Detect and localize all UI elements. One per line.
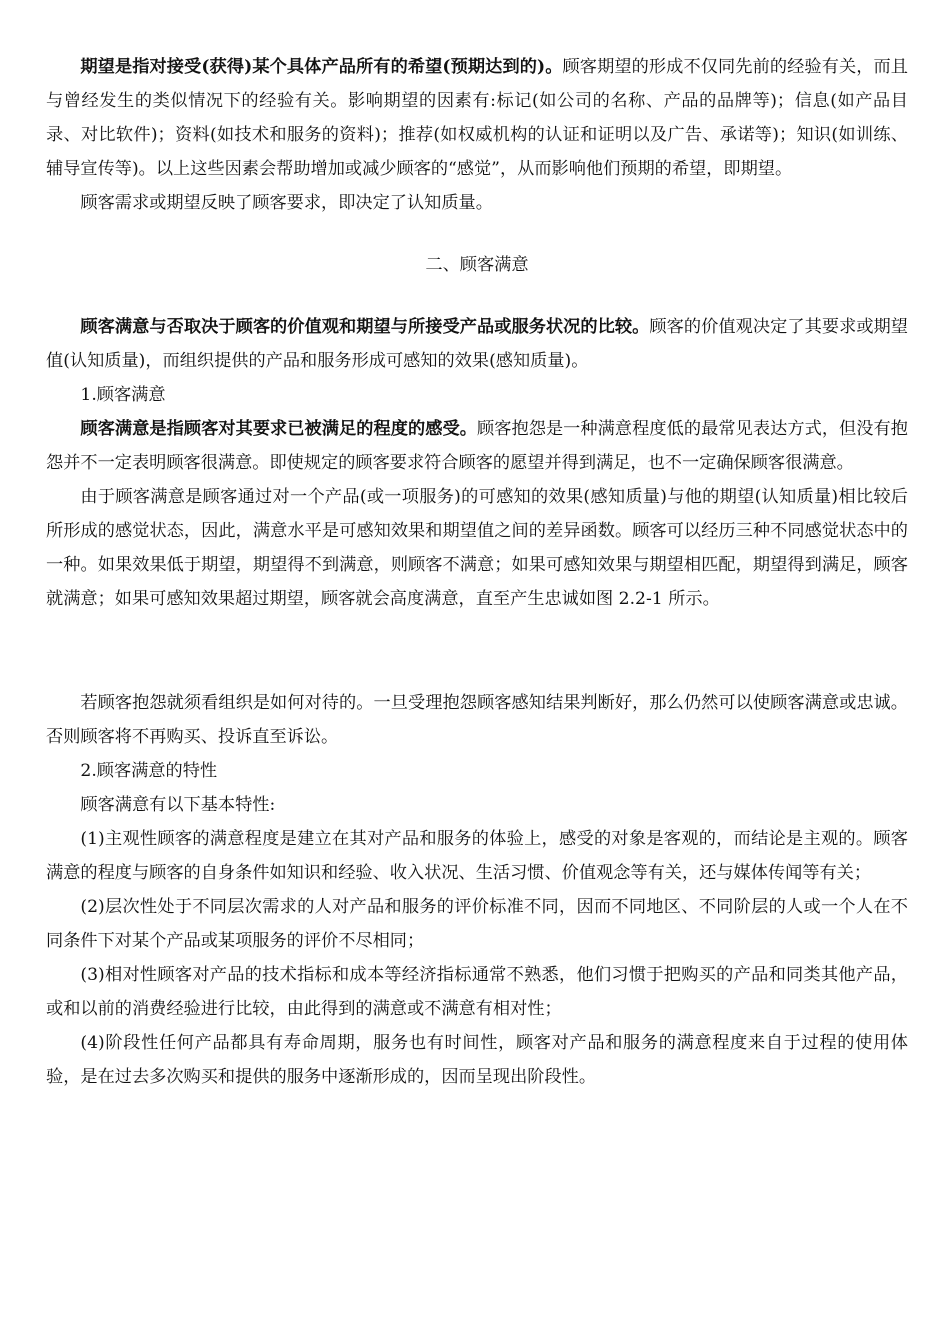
paragraph-complaint-handling: 若顾客抱怨就须看组织是如何对待的。一旦受理抱怨顾客感知结果判断好，那么仍然可以使顾客满意或忠诚。否则顾客将不再购买、投诉直至诉讼。 — [46, 693, 908, 747]
bold-lead-sentence: 顾客满意是指顾客对其要求已被满足的程度的感受。 — [80, 419, 477, 439]
paragraph-text: 顾客抱怨是一种满意程度低的最常见表达方式，但没有抱怨并不一定表明顾客很满意。即使规定的顾客要求符合顾客的愿望并得到满足，也不一定确保顾客很满意。 — [46, 419, 908, 473]
paragraph-satisfaction-states: 由于顾客满意是顾客通过对一个产品(或一项服务)的可感知的效果(感知质量)与他的期望(认知质量)相比较后所形成的感觉状态，因此，满意水平是可感知效果和期望值之间的差异函数。顾客可以经历三种不同感觉状态中的一种。如果效果低于期望，期望得不到满意，则顾客不满意；如果可感知效果与期望相匹配，期望得到满足，顾客就满意；如果可感知效果超过期望，顾客就会高度满意，直至产生忠诚如图 2.2-1 所示。 — [46, 487, 908, 609]
bold-lead-sentence: 顾客满意与否取决于顾客的价值观和期望与所接受产品或服务状况的比较。 — [80, 317, 650, 337]
document-page — [46, 50, 908, 1094]
list-item-relativity: (3)相对性顾客对产品的技术指标和成本等经济指标通常不熟悉，他们习惯于把购买的产品和同类其他产品，或和以前的消费经验进行比较，由此得到的满意或不满意有相对性； — [46, 965, 908, 1019]
paragraph-satisfaction-definition — [46, 412, 908, 480]
paragraph-expectation-definition — [46, 50, 908, 186]
paragraph-text: 顾客的价值观决定了其要求或期望值(认知质量)，而组织提供的产品和服务形成可感知的效果(感知质量)。 — [46, 317, 908, 371]
bold-lead-sentence: 期望是指对接受(获得)某个具体产品所有的希望(预期达到的)。 — [80, 57, 563, 77]
subheading-customer-satisfaction: 1.顾客满意 — [80, 385, 166, 405]
paragraph-satisfaction-basis — [46, 310, 908, 378]
paragraph-characteristics-intro: 顾客满意有以下基本特性: — [80, 795, 276, 815]
list-item-stages: (4)阶段性任何产品都具有寿命周期，服务也有时间性，顾客对产品和服务的满意程度来自于过程的使用体验，是在过去多次购买和提供的服务中逐渐形成的，因而呈现出阶段性。 — [46, 1033, 908, 1087]
list-item-hierarchy: (2)层次性处于不同层次需求的人对产品和服务的评价标准不同，因而不同地区、不同阶层的人或一个人在不同条件下对某个产品或某项服务的评价不尽相同； — [46, 897, 908, 951]
paragraph-customer-requirement: 顾客需求或期望反映了顾客要求，即决定了认知质量。 — [80, 193, 493, 213]
paragraph-text: 顾客期望的形成不仅同先前的经验有关，而且与曾经发生的类似情况下的经验有关。影响期望的因素有:标记(如公司的名称、产品的品牌等)；信息(如产品目录、对比软件)；资料(如技术和服务的资料)；推荐(如权威机构的认证和证明以及广告、承诺等)；知识(如训练、辅导宣传等)。以上这些因素会帮助增加或减少顾客的“感觉”，从而影响他们预期的希望，即期望。 — [46, 57, 908, 179]
subheading-satisfaction-characteristics: 2.顾客满意的特性 — [80, 761, 218, 781]
section-heading: 二、顾客满意 — [425, 255, 529, 275]
list-item-subjectivity: (1)主观性顾客的满意程度是建立在其对产品和服务的体验上，感受的对象是客观的，而结论是主观的。顾客满意的程度与顾客的自身条件如知识和经验、收入状况、生活习惯、价值观念等有关，还与媒体传闻等有关； — [46, 829, 908, 883]
